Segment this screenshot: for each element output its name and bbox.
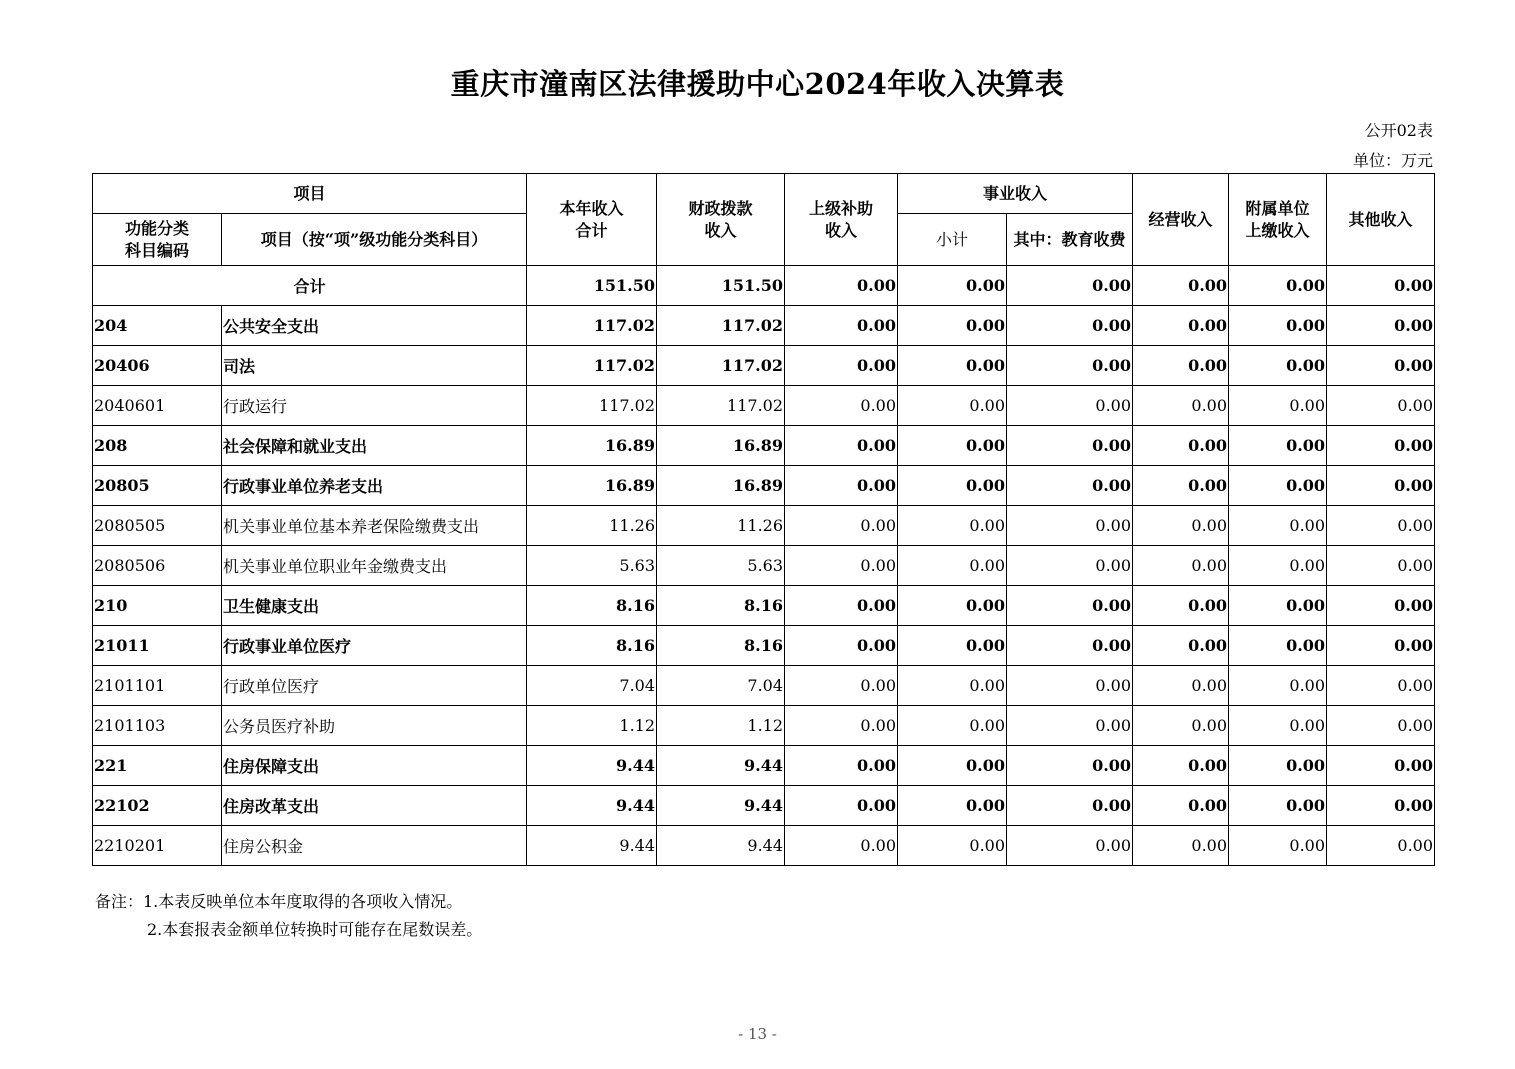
row-value: 0.00: [1133, 586, 1229, 626]
row-value: 0.00: [898, 746, 1007, 786]
header-business: 经营收入: [1133, 174, 1229, 266]
table-row: [93, 466, 1435, 506]
row-value: 16.89: [657, 466, 785, 506]
row-value: 9.44: [657, 826, 785, 866]
note-2: 2.本套报表金额单位转换时可能存在尾数误差。: [147, 920, 483, 939]
row-code: 2210201: [93, 826, 222, 866]
row-value: 0.00: [1229, 506, 1327, 546]
row-value: 0.00: [785, 306, 898, 346]
row-value: 9.44: [527, 746, 657, 786]
total-value: 0.00: [1229, 266, 1327, 306]
row-value: 0.00: [1133, 746, 1229, 786]
notes: [95, 888, 482, 944]
row-value: 5.63: [527, 546, 657, 586]
row-value: 0.00: [1327, 346, 1435, 386]
row-value: 0.00: [1327, 306, 1435, 346]
header-affiliated: 附属单位 上缴收入: [1229, 174, 1327, 266]
table-row: [93, 506, 1435, 546]
row-value: 0.00: [1133, 466, 1229, 506]
row-value: 0.00: [785, 466, 898, 506]
row-value: 0.00: [898, 826, 1007, 866]
row-value: 0.00: [1327, 666, 1435, 706]
row-value: 0.00: [1007, 706, 1133, 746]
row-value: 0.00: [1327, 386, 1435, 426]
row-value: 0.00: [785, 746, 898, 786]
row-value: 117.02: [527, 386, 657, 426]
row-value: 0.00: [1229, 826, 1327, 866]
row-value: 0.00: [785, 386, 898, 426]
row-value: 0.00: [1229, 706, 1327, 746]
row-code: 2040601: [93, 386, 222, 426]
row-value: 8.16: [527, 586, 657, 626]
row-name: 行政事业单位医疗: [222, 626, 527, 666]
table-row: [93, 706, 1435, 746]
row-value: 117.02: [527, 306, 657, 346]
row-value: 0.00: [1229, 306, 1327, 346]
row-name: 住房改革支出: [222, 786, 527, 826]
row-value: 0.00: [1007, 386, 1133, 426]
row-value: 117.02: [657, 386, 785, 426]
row-value: 0.00: [1327, 466, 1435, 506]
row-value: 9.44: [527, 786, 657, 826]
row-value: 0.00: [1229, 386, 1327, 426]
header-upper: 上级补助 收入: [785, 174, 898, 266]
row-name: 社会保障和就业支出: [222, 426, 527, 466]
row-name: 司法: [222, 346, 527, 386]
header-code: 功能分类 科目编码: [93, 214, 222, 266]
row-value: 0.00: [1133, 546, 1229, 586]
row-value: 0.00: [1007, 786, 1133, 826]
row-name: 住房保障支出: [222, 746, 527, 786]
row-name: 机关事业单位职业年金缴费支出: [222, 546, 527, 586]
row-name: 机关事业单位基本养老保险缴费支出: [222, 506, 527, 546]
row-value: 0.00: [898, 426, 1007, 466]
table-row: [93, 626, 1435, 666]
row-value: 0.00: [1133, 386, 1229, 426]
page-title: 重庆市潼南区法律援助中心2024年收入决算表: [450, 67, 1065, 101]
row-value: 0.00: [1229, 586, 1327, 626]
row-value: 0.00: [1007, 586, 1133, 626]
row-value: 0.00: [1133, 426, 1229, 466]
row-value: 16.89: [657, 426, 785, 466]
row-value: 0.00: [1133, 306, 1229, 346]
row-value: 0.00: [785, 786, 898, 826]
row-value: 0.00: [1007, 466, 1133, 506]
row-value: 0.00: [1133, 786, 1229, 826]
row-value: 0.00: [898, 346, 1007, 386]
row-value: 0.00: [785, 346, 898, 386]
row-value: 0.00: [1229, 786, 1327, 826]
row-value: 0.00: [1007, 746, 1133, 786]
row-code: 210: [93, 586, 222, 626]
header-project: 项目: [93, 174, 527, 214]
row-value: 8.16: [657, 586, 785, 626]
row-value: 0.00: [1229, 746, 1327, 786]
row-name: 行政运行: [222, 386, 527, 426]
header-career-subtotal: 小计: [898, 214, 1007, 266]
row-code: 21011: [93, 626, 222, 666]
row-value: 0.00: [898, 386, 1007, 426]
table-row: [93, 666, 1435, 706]
row-value: 0.00: [898, 706, 1007, 746]
row-value: 0.00: [1327, 626, 1435, 666]
row-name: 行政单位医疗: [222, 666, 527, 706]
row-value: 1.12: [527, 706, 657, 746]
page-number: - 13 -: [738, 1025, 777, 1043]
row-code: 2101103: [93, 706, 222, 746]
header-career-edu: 其中：教育收费: [1007, 214, 1133, 266]
row-value: 8.16: [657, 626, 785, 666]
row-value: 0.00: [1229, 666, 1327, 706]
row-value: 7.04: [527, 666, 657, 706]
row-value: 0.00: [898, 466, 1007, 506]
row-code: 2101101: [93, 666, 222, 706]
row-value: 0.00: [785, 586, 898, 626]
row-value: 117.02: [527, 346, 657, 386]
total-value: 151.50: [657, 266, 785, 306]
row-value: 0.00: [1007, 306, 1133, 346]
row-value: 9.44: [527, 826, 657, 866]
total-value: 0.00: [1133, 266, 1229, 306]
row-value: 16.89: [527, 466, 657, 506]
row-value: 117.02: [657, 306, 785, 346]
row-value: 0.00: [1133, 666, 1229, 706]
row-value: 0.00: [1007, 506, 1133, 546]
row-code: 221: [93, 746, 222, 786]
row-value: 0.00: [1133, 346, 1229, 386]
row-value: 0.00: [1229, 426, 1327, 466]
header-fiscal: 财政拨款 收入: [657, 174, 785, 266]
row-value: 0.00: [898, 626, 1007, 666]
table-row: [93, 826, 1435, 866]
row-name: 卫生健康支出: [222, 586, 527, 626]
row-value: 0.00: [785, 706, 898, 746]
row-value: 0.00: [1327, 426, 1435, 466]
row-value: 0.00: [898, 546, 1007, 586]
row-value: 0.00: [1229, 626, 1327, 666]
header-item: 项目（按“项”级功能分类科目）: [222, 214, 527, 266]
row-value: 0.00: [1327, 746, 1435, 786]
row-value: 0.00: [785, 626, 898, 666]
table-row: [93, 306, 1435, 346]
row-value: 0.00: [785, 426, 898, 466]
row-value: 0.00: [785, 826, 898, 866]
row-value: 0.00: [1327, 506, 1435, 546]
row-value: 0.00: [1133, 626, 1229, 666]
table-row: [93, 386, 1435, 426]
row-value: 11.26: [527, 506, 657, 546]
row-name: 行政事业单位养老支出: [222, 466, 527, 506]
row-value: 0.00: [1007, 546, 1133, 586]
total-value: 0.00: [1007, 266, 1133, 306]
row-value: 0.00: [785, 506, 898, 546]
row-value: 8.16: [527, 626, 657, 666]
row-value: 0.00: [1327, 706, 1435, 746]
header-total: 本年收入 合计: [527, 174, 657, 266]
row-code: 2080506: [93, 546, 222, 586]
row-value: 0.00: [1327, 586, 1435, 626]
row-value: 9.44: [657, 786, 785, 826]
row-code: 204: [93, 306, 222, 346]
row-value: 0.00: [1007, 666, 1133, 706]
row-value: 0.00: [1327, 786, 1435, 826]
row-value: 11.26: [657, 506, 785, 546]
row-code: 20406: [93, 346, 222, 386]
row-value: 0.00: [1133, 826, 1229, 866]
row-value: 0.00: [898, 786, 1007, 826]
row-value: 0.00: [1133, 506, 1229, 546]
table-row: [93, 746, 1435, 786]
row-value: 0.00: [1007, 626, 1133, 666]
total-label: 合计: [93, 266, 527, 306]
row-value: 0.00: [785, 666, 898, 706]
table-row: [93, 786, 1435, 826]
row-name: 公务员医疗补助: [222, 706, 527, 746]
row-value: 0.00: [1229, 346, 1327, 386]
row-value: 0.00: [1007, 346, 1133, 386]
row-value: 0.00: [785, 546, 898, 586]
row-value: 7.04: [657, 666, 785, 706]
row-value: 0.00: [1007, 826, 1133, 866]
table-row: [93, 346, 1435, 386]
row-value: 0.00: [1229, 546, 1327, 586]
row-value: 117.02: [657, 346, 785, 386]
row-value: 0.00: [898, 306, 1007, 346]
header-other: 其他收入: [1327, 174, 1435, 266]
row-value: 0.00: [1007, 426, 1133, 466]
row-value: 0.00: [898, 586, 1007, 626]
total-value: 151.50: [527, 266, 657, 306]
table-row: [93, 426, 1435, 466]
total-value: 0.00: [785, 266, 898, 306]
row-name: 住房公积金: [222, 826, 527, 866]
row-code: 2080505: [93, 506, 222, 546]
table-row: [93, 586, 1435, 626]
row-value: 5.63: [657, 546, 785, 586]
row-value: 0.00: [1327, 826, 1435, 866]
row-code: 208: [93, 426, 222, 466]
unit-label: 单位：万元: [1352, 151, 1433, 170]
row-value: 0.00: [898, 666, 1007, 706]
row-value: 9.44: [657, 746, 785, 786]
row-value: 1.12: [657, 706, 785, 746]
form-code: 公开02表: [1364, 121, 1433, 140]
total-row: [93, 266, 1435, 306]
row-value: 0.00: [1229, 466, 1327, 506]
row-code: 20805: [93, 466, 222, 506]
row-name: 公共安全支出: [222, 306, 527, 346]
total-value: 0.00: [898, 266, 1007, 306]
row-value: 0.00: [1327, 546, 1435, 586]
row-code: 22102: [93, 786, 222, 826]
table-row: [93, 546, 1435, 586]
row-value: 16.89: [527, 426, 657, 466]
header-career: 事业收入: [898, 174, 1133, 214]
income-table: [92, 173, 1435, 866]
note-1: 备注：1.本表反映单位本年度取得的各项收入情况。: [95, 892, 463, 911]
row-value: 0.00: [898, 506, 1007, 546]
total-value: 0.00: [1327, 266, 1435, 306]
row-value: 0.00: [1133, 706, 1229, 746]
